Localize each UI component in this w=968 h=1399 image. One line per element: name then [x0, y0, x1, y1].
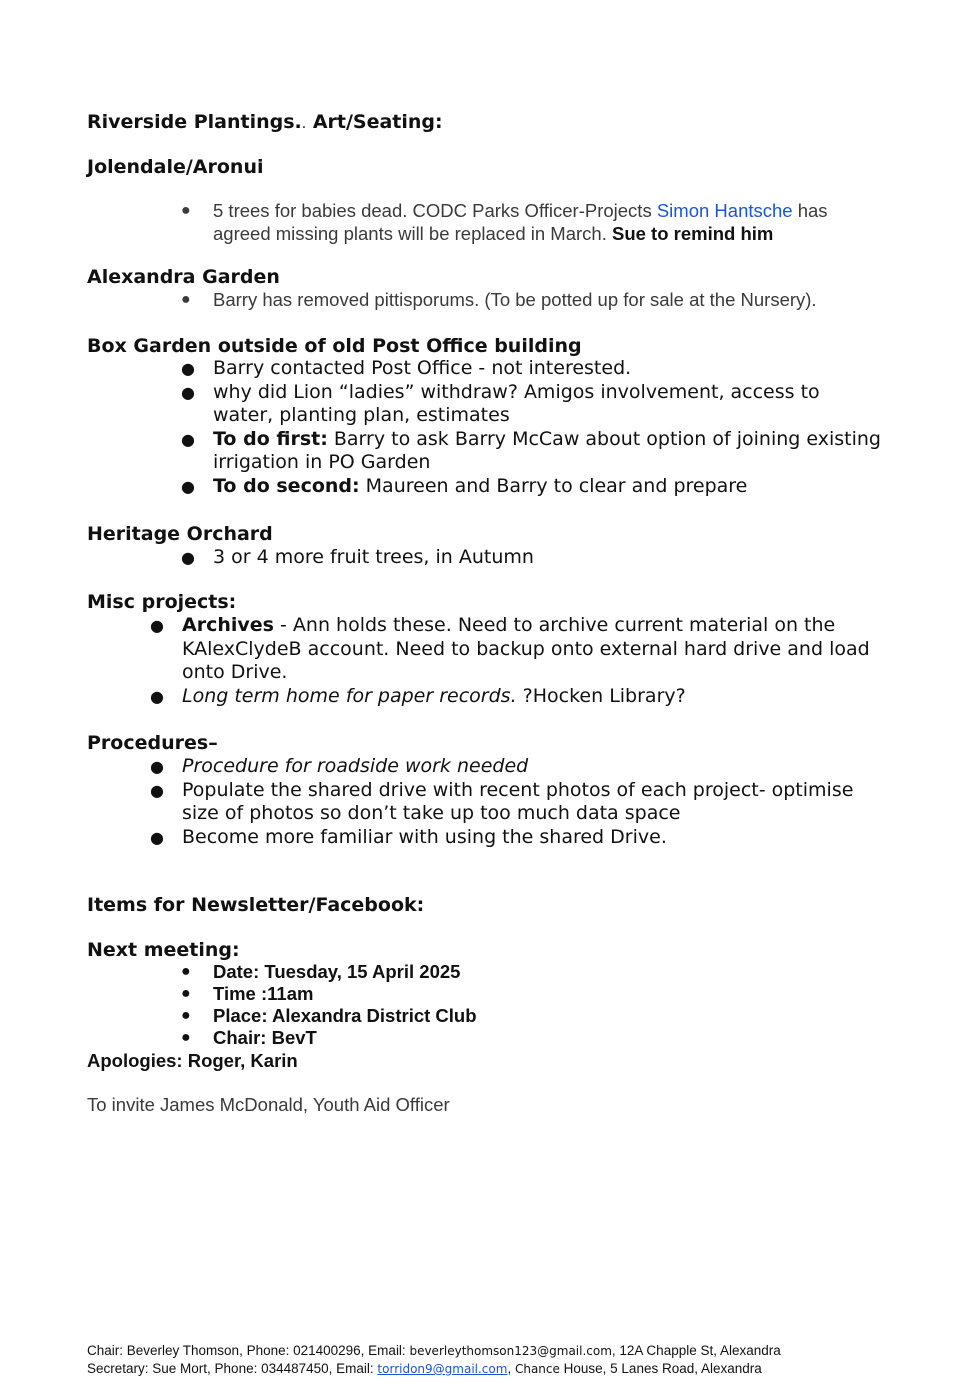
invite-line: To invite James McDonald, Youth Aid Officer	[87, 1094, 450, 1115]
procedures-item-text: Become more familiar with using the shared Drive.	[182, 825, 667, 848]
heading-riverside-dot: .	[301, 116, 307, 132]
list-item	[181, 961, 883, 983]
footer-secretary-text: Secretary: Sue Mort, Phone: 034487450, Email:	[87, 1361, 378, 1376]
list-item	[181, 288, 883, 311]
heading-riverside-text: Riverside Plantings.	[87, 111, 302, 133]
list-item	[181, 983, 883, 1005]
heading-procedures: Procedures–	[87, 732, 218, 754]
heading-misc-projects: Misc projects:	[87, 591, 237, 613]
meeting-date: Date: Tuesday, 15 April 2025	[213, 961, 461, 982]
secretary-email-link[interactable]: torridon9@gmail.com	[377, 1362, 508, 1376]
person-link-simon-hantsche[interactable]: Simon Hantsche	[656, 200, 793, 221]
box-garden-item-text: Maureen and Barry to clear and prepare	[359, 474, 748, 497]
list-item	[150, 684, 882, 709]
jolendale-list	[181, 199, 883, 245]
meeting-chair: Chair: BevT	[213, 1027, 317, 1048]
heading-art-seating-text: Art/Seating:	[306, 111, 443, 133]
jolendale-item-text-cont: has agreed missing plants will be replaced in March.	[213, 200, 828, 244]
list-item	[181, 357, 883, 381]
heading-box-garden: Box Garden outside of old Post Office building	[87, 335, 582, 357]
list-item	[181, 474, 883, 499]
todo-first-label: To do first:	[213, 427, 328, 450]
bullet-icon: ●	[181, 548, 195, 567]
misc-item-italic: Long term home for paper records.	[182, 684, 517, 707]
archives-label: Archives	[182, 614, 274, 636]
list-item	[181, 427, 883, 475]
procedures-item-italic: Procedure for roadside work needed	[182, 755, 529, 777]
list-item	[150, 755, 882, 779]
list-item	[150, 614, 882, 685]
apologies-line: Apologies: Roger, Karin	[87, 1050, 298, 1071]
bullet-icon: ●	[181, 476, 195, 496]
heading-heritage-orchard: Heritage Orchard	[87, 523, 273, 545]
heading-alexandra-garden: Alexandra Garden	[87, 266, 280, 288]
bullet-icon: ●	[181, 963, 191, 980]
bullet-icon: ●	[150, 827, 164, 847]
misc-item-text: - Ann holds these. Need to archive current material on the KAlexClydeB account. Need to backup onto external hard drive and load onto Drive.	[182, 614, 870, 683]
jolendale-action: Sue to remind him	[611, 223, 774, 244]
list-item	[181, 1027, 883, 1049]
box-garden-item-text: Barry contacted Post Office - not interested.	[213, 357, 632, 379]
list-item	[181, 1005, 883, 1027]
list-item	[150, 825, 882, 850]
footer-chair-address: , 12A Chapple St, Alexandra	[611, 1343, 781, 1358]
bullet-icon: ●	[181, 985, 191, 1002]
list-item	[181, 546, 883, 570]
list-item	[181, 380, 883, 428]
box-garden-list	[181, 357, 883, 498]
heading-newsletter-facebook: Items for Newsletter/Facebook:	[87, 894, 425, 916]
next-meeting-list	[181, 961, 883, 1049]
alexandra-item-text: Barry has removed pittisporums. (To be potted up for sale at the Nursery).	[213, 289, 817, 310]
meeting-place: Place: Alexandra District Club	[213, 1005, 477, 1026]
misc-list	[150, 614, 882, 708]
heading-jolendale: Jolendale/Aronui	[87, 156, 264, 178]
misc-item-text: ?Hocken Library?	[516, 684, 686, 707]
box-garden-item-text: Barry to ask Barry McCaw about option of joining existing irrigation in PO Garden	[213, 427, 881, 473]
orchard-list	[181, 546, 883, 570]
footer-chair-text: Chair: Beverley Thomson, Phone: 021400296, Email:	[87, 1343, 410, 1358]
meeting-time: Time :11am	[213, 983, 314, 1004]
alexandra-list	[181, 288, 883, 311]
chair-email: beverleythomson123@gmail.com	[409, 1344, 612, 1358]
bullet-icon: ●	[181, 1029, 191, 1046]
heading-next-meeting: Next meeting:	[87, 939, 240, 961]
todo-second-label: To do second:	[213, 474, 360, 497]
bullet-icon: ●	[181, 202, 191, 219]
jolendale-item-text: 5 trees for babies dead. CODC Parks Officer-Projects	[213, 200, 657, 221]
footer-chair-line	[87, 1342, 781, 1360]
bullet-icon: ●	[181, 359, 195, 378]
footer-chance-word: Chance	[514, 1362, 560, 1376]
heading-riverside-plantings	[87, 110, 443, 136]
procedures-item-text: Populate the shared drive with recent photos of each project- optimise size of photos so don’t take up too much data space	[182, 778, 854, 824]
bullet-icon: ●	[181, 1007, 191, 1024]
footer-secretary-address: House, 5 Lanes Road, Alexandra	[559, 1361, 762, 1376]
orchard-item-text: 3 or 4 more fruit trees, in Autumn	[213, 546, 534, 568]
bullet-icon: ●	[150, 616, 164, 635]
bullet-icon: ●	[181, 429, 195, 449]
bullet-icon: ●	[150, 757, 164, 776]
box-garden-item-text: why did Lion “ladies” withdraw? Amigos involvement, access to water, planting plan, estimates	[213, 380, 820, 426]
bullet-icon: ●	[181, 291, 191, 308]
procedures-list	[150, 755, 882, 849]
bullet-icon: ●	[181, 382, 195, 402]
footer-separator: ,	[507, 1361, 515, 1376]
bullet-icon: ●	[150, 780, 164, 800]
bullet-icon: ●	[150, 686, 164, 706]
footer-secretary-line	[87, 1360, 762, 1378]
list-item	[150, 778, 882, 826]
list-item	[181, 199, 883, 245]
